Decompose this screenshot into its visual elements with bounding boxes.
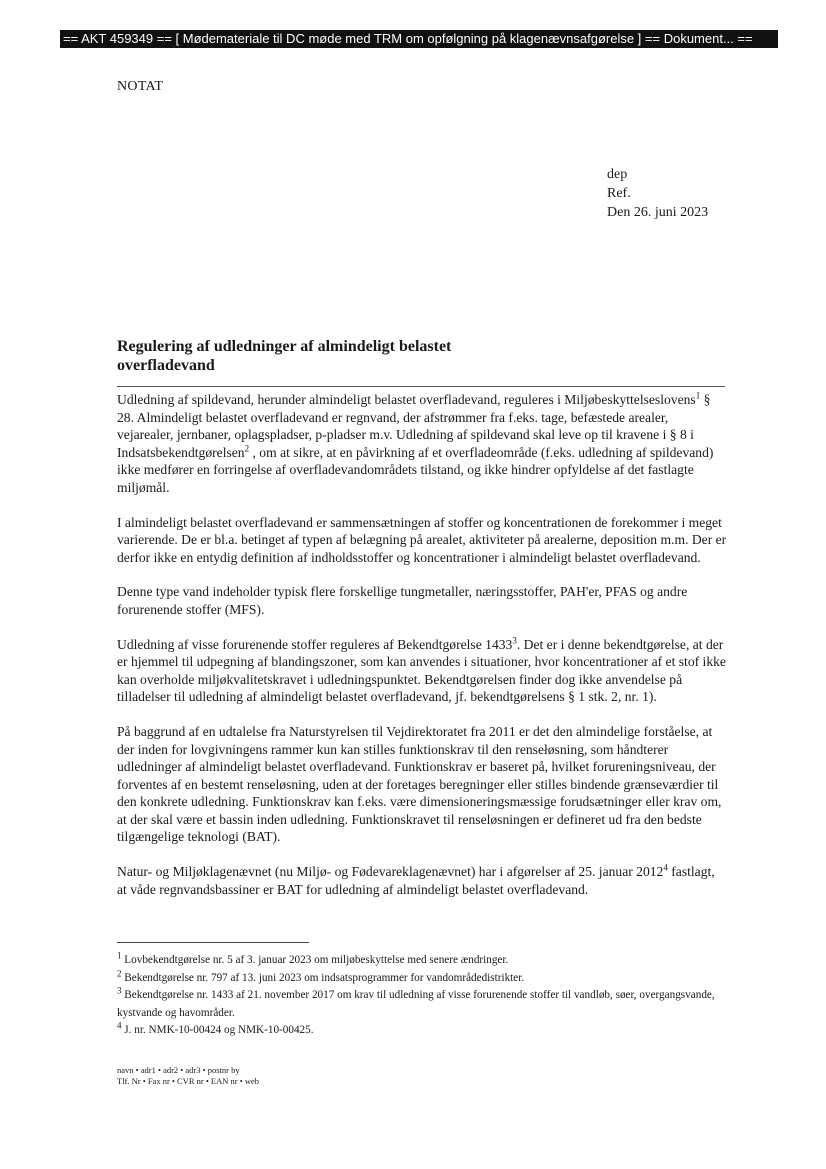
sender-address [117, 1065, 259, 1087]
document-body [117, 391, 727, 915]
reference: Ref. [607, 186, 631, 201]
paragraph-1: Udledning af spildevand, herunder almindeligt belastet overfladevand, reguleres i Miljøbeskyttelseslovens$^1$ § 28. Almindeligt belastet overfladevand er regnvand, der afstrømmer fra f.eks. tage, befæstede arealer, vejarealer, jernbaner, oplagspladser, p-pladser m.v. Udledning af spildevand skal leve op til kravene i § 8 i Indsatsbekendtgørelsen$^2$ , om at sikre, at en påvirkning af et overfladeområde (f.eks. udledning af spildevand) ikke medfører en forringelse af overfladevandområdets tilstand, og ikke hindrer opfyldelse af det fastlagte miljømål. [117, 390, 714, 495]
footnote-ref-2: 2 [244, 443, 250, 454]
address-line-2: Tlf. Nr • Fax nr • CVR nr • EAN nr • web [117, 1076, 259, 1086]
footnote-ref-3: 3 [512, 635, 517, 645]
department: dep [607, 167, 628, 182]
footnote-1: $^1$ Lovbekendtgørelse nr. 5 af 3. januar 2023 om miljøbeskyttelse med senere ændringer. [117, 950, 509, 966]
paragraph-6: Natur- og Miljøklagenævnet (nu Miljø- og Fødevareklagenævnet) har i afgørelser af 25. januar 2012$^4$ fastlagt, at våde regnvandsbassiner er BAT for udledning af almindeligt belastet overfladevand. [117, 862, 715, 897]
address-line-1: navn • adr1 • adr2 • adr3 • postnr by [117, 1065, 240, 1075]
paragraph-4: Udledning af visse forurenende stoffer reguleres af Bekendtgørelse 1433$^3$. Det er i denne bekendtgørelse, at der er hjemmel til udpegning af blandingszoner, som kan anvendes i situationer, hvor koncentrationer af et stof ikke kan overholde miljøkvalitetskravet i udledningspunktet. Bekendtgørelsen finder dog ikke anvendelse på tilladelser til udledning af almindeligt belastet overfladevand, jf. bekendtgørelsens § 1 stk. 2, nr. 1). [117, 635, 726, 705]
document-type-label: NOTAT [117, 79, 164, 94]
footnote-ref-4: 4 [663, 862, 668, 873]
document-title: Regulering af udledninger af almindeligt belastet overfladevand [117, 338, 452, 374]
document-header-banner: == AKT 459349 == [ Mødemateriale til DC møde med TRM om opfølgning på klagenævnsafgørelse ] == Dokument... == [60, 30, 778, 48]
title-divider [117, 386, 725, 387]
footnotes [117, 952, 727, 1040]
document-meta [607, 165, 708, 222]
document-date: Den 26. juni 2023 [607, 205, 709, 220]
footnote-4: $^4$ J. nr. NMK-10-00424 og NMK-10-00425. [117, 1020, 314, 1036]
paragraph-3: Denne type vand indeholder typisk flere forskellige tungmetaller, næringsstoffer, PAH'er, PFAS og andre forurenende stoffer (MFS). [117, 584, 688, 617]
footnote-ref-1: 1 [695, 390, 701, 401]
footnote-2: $^2$ Bekendtgørelse nr. 797 af 13. juni 2023 om indsatsprogrammer for vandområdedistrikter. [117, 967, 525, 984]
footnote-3: $^3$ Bekendtgørelse nr. 1433 af 21. november 2017 om krav til udledning af visse forurenende stoffer til vandløb, søer, overgangsvande, kystvande og havområder. [117, 985, 715, 1019]
paragraph-2: I almindeligt belastet overfladevand er sammensætningen af stoffer og koncentrationen de forekommer i meget varierende. De er bl.a. betinget af typen af belægning på arealet, aktiviteter på arealerne, deposition m.m. Der er derfor ikke en entydig definition af indholdsstoffer og koncentrationer i almindeligt belastet overfladevand. [117, 514, 727, 565]
paragraph-5: På baggrund af en udtalelse fra Naturstyrelsen til Vejdirektoratet fra 2011 er det den almindelige forståelse, at der inden for lovgivningens rammer kun kan stilles funktionskrav til den rensełøsning, som håndterer udledninger af almindeligt belastet overfladevand. Funktionskrav er baseret på, hvilket forureningsniveau, der forventes af en bestemt renseløsning, uden at der foretages beregninger eller stilles bindende grænseværdier til den konkrete udledning. Funktionskrav kan f.eks. være dimensioneringsmæssige forudsætninger eller krav om, at der skal være et bassin inden udledning. Funktionskravet til renseløsningen er defineret ud fra den bedste tilgængelige teknologi (BAT). [117, 723, 722, 845]
footnote-divider [117, 942, 309, 943]
